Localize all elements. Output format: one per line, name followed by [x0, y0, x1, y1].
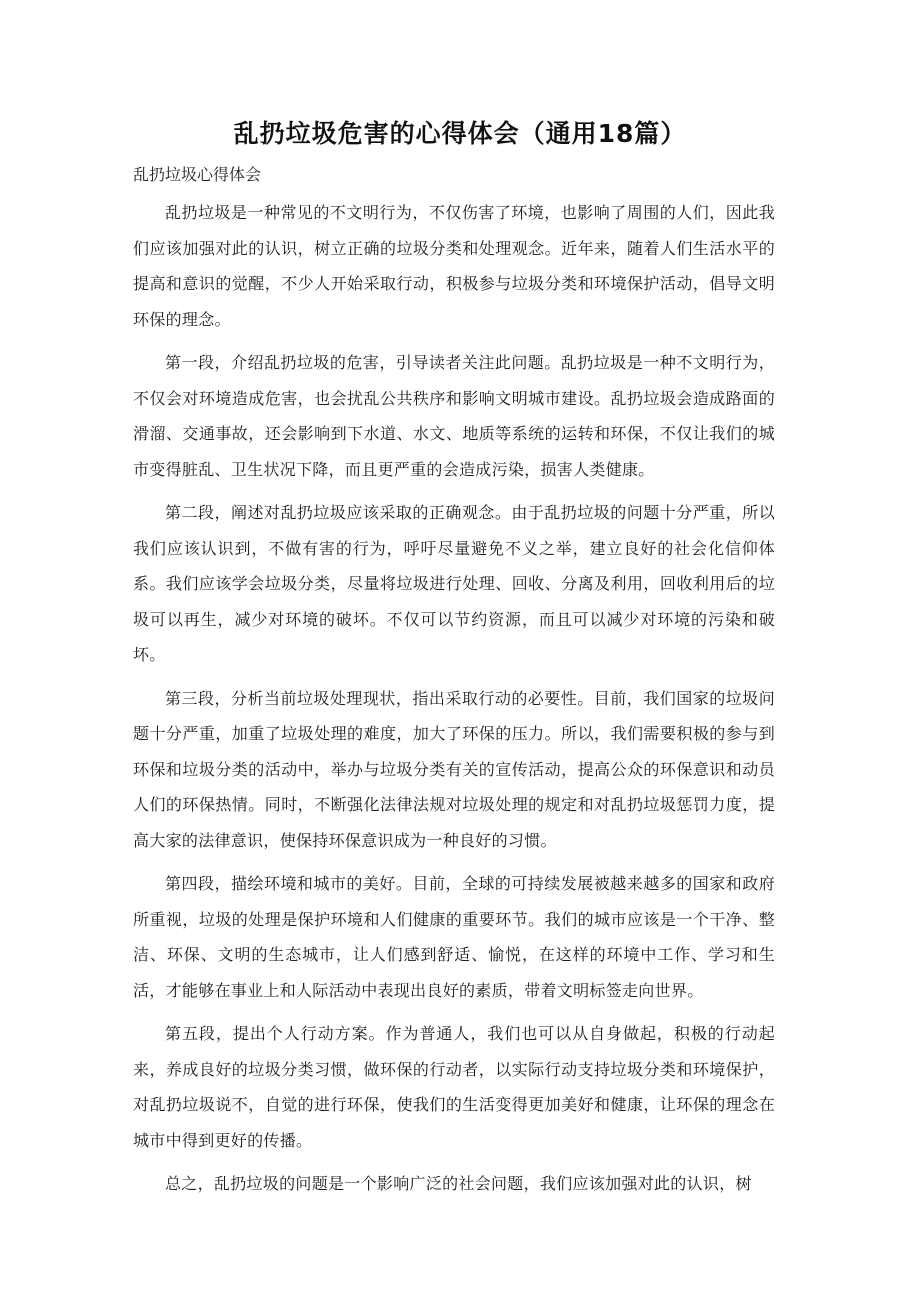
document-body [133, 195, 775, 1210]
paragraph-2: 第二段，阐述对乱扔垃圾应该采取的正确观念。由于乱扔垃圾的问题十分严重，所以我们应该认识到，不做有害的行为，呼吁尽量避免不义之举，建立良好的社会化信仰体系。我们应该学会垃圾分类，尽量将垃圾进行处理、回收、分离及利用，回收利用后的垃圾可以再生，减少对环境的破坏。不仅可以节约资源，而且可以减少对环境的污染和破坏。 [133, 503, 775, 664]
paragraph-1: 第一段，介绍乱扔垃圾的危害，引导读者关注此问题。乱扔垃圾是一种不文明行为，不仅会对环境造成危害，也会扰乱公共秩序和影响文明城市建设。乱扔垃圾会造成路面的滑溜、交通事故，还会影响到下水道、水文、地质等系统的运转和环保，不仅让我们的城市变得脏乱、卫生状况下降，而且更严重的会造成污染，损害人类健康。 [133, 353, 775, 479]
paragraph-intro: 乱扔垃圾是一种常见的不文明行为，不仅伤害了环境，也影响了周围的人们，因此我们应该加强对此的认识，树立正确的垃圾分类和处理观念。近年来，随着人们生活水平的提高和意识的觉醒，不少人开始采取行动，积极参与垃圾分类和环境保护活动，倡导文明环保的理念。 [133, 203, 775, 329]
paragraph-3: 第三段，分析当前垃圾处理现状，指出采取行动的必要性。目前，我们国家的垃圾问题十分严重，加重了垃圾处理的难度，加大了环保的压力。所以，我们需要积极的参与到环保和垃圾分类的活动中，举办与垃圾分类有关的宣传活动，提高公众的环保意识和动员人们的环保热情。同时，不断强化法律法规对垃圾处理的规定和对乱扔垃圾惩罚力度，提高大家的法律意识，使保持环保意识成为一种良好的习惯。 [133, 688, 775, 850]
document-title: 乱扔垃圾危害的心得体会（通用18篇） [233, 119, 687, 148]
paragraph-conclusion: 总之，乱扔垃圾的问题是一个影响广泛的社会问题，我们应该加强对此的认识，树 [165, 1174, 752, 1193]
section-heading: 乱扔垃圾心得体会 [133, 165, 262, 184]
paragraph-4: 第四段，描绘环境和城市的美好。目前，全球的可持续发展被越来越多的国家和政府所重视，垃圾的处理是保护环境和人们健康的重要环节。我们的城市应该是一个干净、整洁、环保、文明的生态城市，让人们感到舒适、愉悦，在这样的环境中工作、学习和生活，才能够在事业上和人际活动中表现出良好的素质，带着文明标签走向世界。 [133, 874, 775, 1000]
paragraph-5: 第五段，提出个人行动方案。作为普通人，我们也可以从自身做起，积极的行动起来，养成良好的垃圾分类习惯，做环保的行动者，以实际行动支持垃圾分类和环境保护，对乱扔垃圾说不，自觉的进行环保，使我们的生活变得更加美好和健康，让环保的理念在城市中得到更好的传播。 [133, 1024, 775, 1150]
